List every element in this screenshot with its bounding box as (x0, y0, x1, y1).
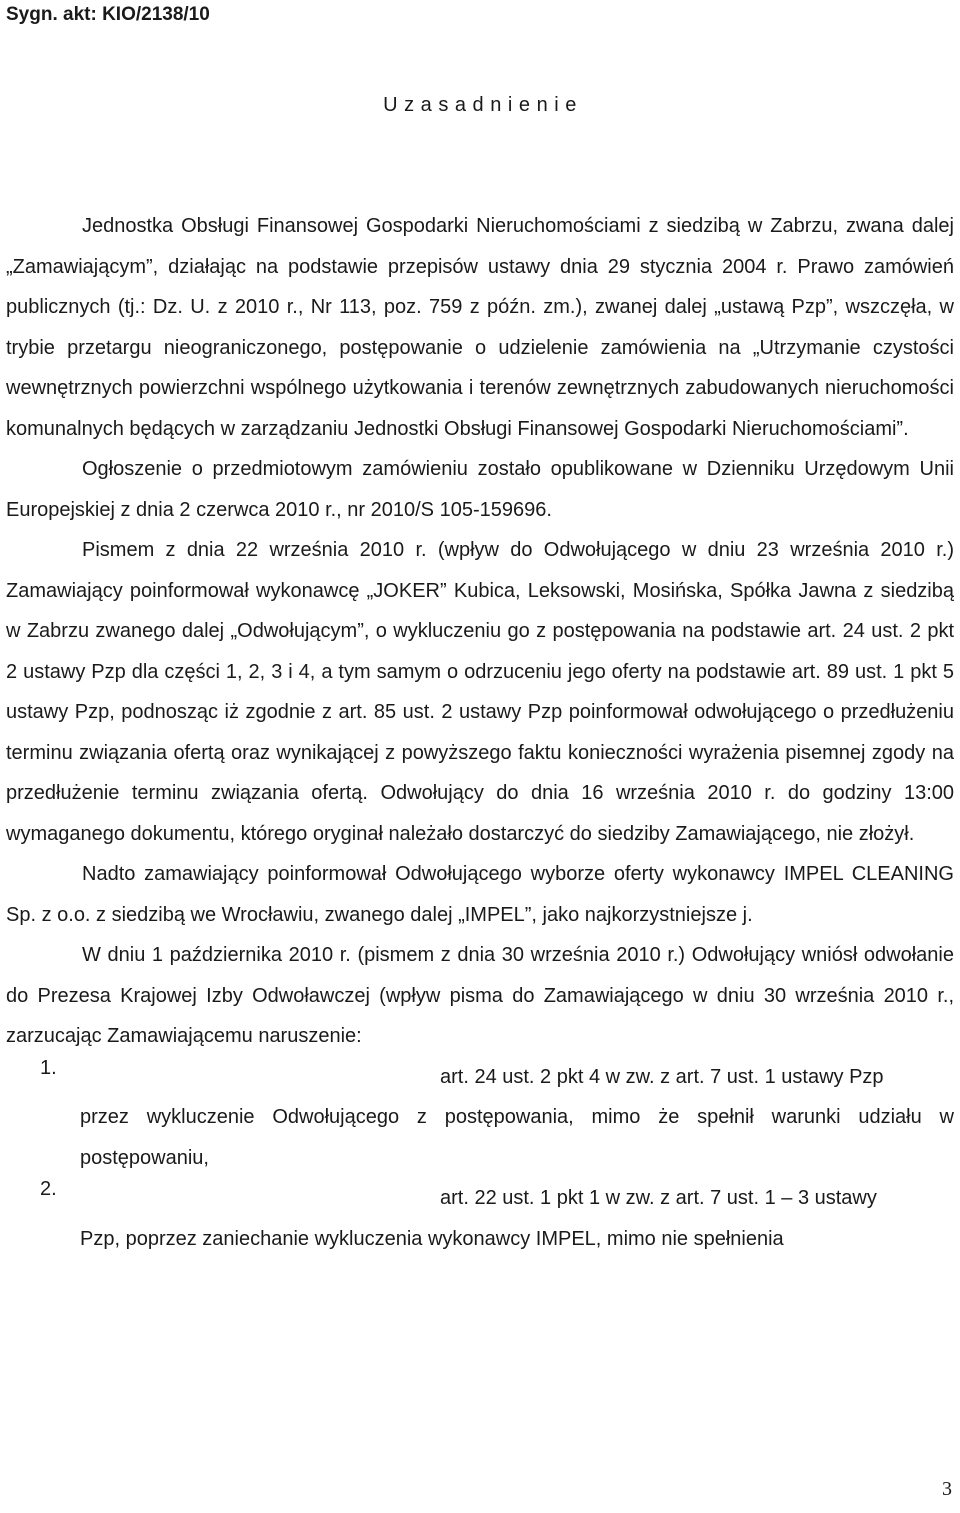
case-signature: Sygn. akt: KIO/2138/10 (6, 4, 210, 25)
document-body (6, 206, 954, 1259)
list-item-lead: art. 22 ust. 1 pkt 1 w zw. z art. 7 ust. 1 – 3 ustawy (440, 1187, 877, 1209)
page-number: 3 (942, 1478, 952, 1500)
document-title: U z a s a d n i e n i e (383, 94, 577, 116)
paragraph-intro: Jednostka Obsługi Finansowej Gospodarki Nieruchomościami z siedzibą w Zabrzu, zwana dalej „Zamawiającym”, działając na podstawie przepisów ustawy dnia 29 stycznia 2004 r. Prawo zamówień publicznych (tj.: Dz. U. z 2010 r., Nr 113, poz. 759 z późn. zm.), zwanej dalej „ustawą Pzp”, wszczęła, w trybie przetargu nieograniczonego, postępowanie o udzielenie zamówienia na „Utrzymanie czystości wewnętrznych powierzchni wspólnego użytkowania i terenów zewnętrznych zabudowanych nieruchomości komunalnych będących w zarządzaniu Jednostki Obsługi Finansowej Gospodarki Nieruchomościami”. (6, 215, 954, 440)
list-item-number: 1. (40, 1056, 57, 1079)
list-item-lead: art. 24 ust. 2 pkt 4 w zw. z art. 7 ust. 1 ustawy Pzp (440, 1065, 884, 1088)
list-item-text: Pzp, poprzez zaniechanie wykluczenia wykonawcy IMPEL, mimo nie spełnienia (80, 1227, 784, 1250)
list-item-text: przez wykluczenie Odwołującego z postępowania, mimo że spełnił warunki udziału w postępowaniu, (80, 1106, 954, 1169)
paragraph-exclusion: Pismem z dnia 22 września 2010 r. (wpływ do Odwołującego w dniu 23 września 2010 r.) Zamawiający poinformował wykonawcę „JOKER” Kubica, Leksowski, Mosińska, Spółka Jawna z siedzibą w Zabrzu zwanego dalej „Odwołującym”, o wykluczeniu go z postępowania na podstawie art. 24 ust. 2 pkt 2 ustawy Pzp dla części 1, 2, 3 i 4, a tym samym o odrzuceniu jego oferty na podstawie art. 89 ust. 1 pkt 5 ustawy Pzp, podnosząc iż zgodnie z art. 85 ust. 2 ustawy Pzp poinformował odwołującego o przedłużeniu terminu związania ofertą oraz wynikającej z powyższego faktu konieczności wyrażenia pisemnej zgody na przedłużenie terminu związania ofertą. Odwołujący do dnia 16 września 2010 r. do godziny 13:00 wymaganego dokumentu, którego oryginał należało dostarczyć do siedziby Zamawiającego, nie złożył. (6, 539, 954, 845)
paragraph-appeal: W dniu 1 października 2010 r. (pismem z dnia 30 września 2010 r.) Odwołujący wniósł odwołanie do Prezesa Krajowej Izby Odwoławczej (wpływ pisma do Zamawiającego w dniu 30 września 2010 r., zarzucając Zamawiającemu naruszenie: (6, 944, 954, 1047)
list-item (6, 1178, 954, 1259)
list-item (6, 1057, 954, 1179)
list-item-number: 2. (40, 1178, 57, 1200)
paragraph-announcement: Ogłoszenie o przedmiotowym zamówieniu zostało opublikowane w Dzienniku Urzędowym Unii Europejskiej z dnia 2 czerwca 2010 r., nr 2010/S 105-159696. (6, 458, 954, 521)
paragraph-selection: Nadto zamawiający poinformował Odwołującego wyborze oferty wykonawcy IMPEL CLEANING Sp. z o.o. z siedzibą we Wrocławiu, zwanego dalej „IMPEL”, jako najkorzystniejsze j. (6, 863, 954, 926)
